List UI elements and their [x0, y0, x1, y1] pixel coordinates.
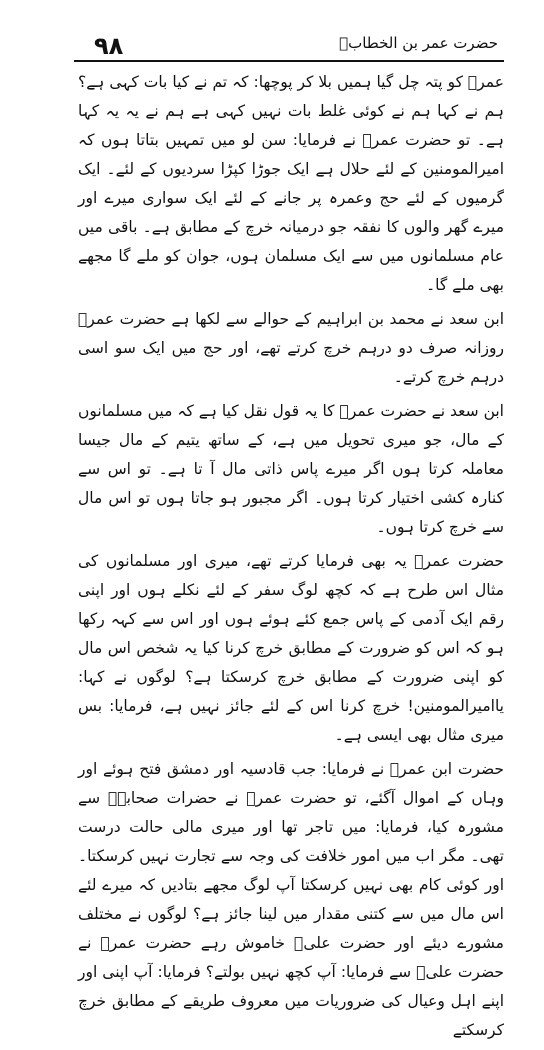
paragraph: ابن سعد نے محمد بن ابراہیم کے حوالے سے لکھا ہے حضرت عمرؓ روزانہ صرف دو درہم خرچ کرتے تھے، اور حج میں ایک سو اسی درہم خرچ کرتے۔ — [78, 310, 504, 386]
paragraph: عمرؓ کو پتہ چل گیا ہمیں بلا کر پوچھا: کہ تم نے کیا بات کہی ہے؟ ہم نے کہا ہم نے کوئی غلط بات نہیں کہی ہے ہم نے یہ یہ کہا ہے۔ تو حضرت عمرؓ نے فرمایا: سن لو میں تمہیں بتاتا ہوں کہ امیرالمومنین کے لئے حلال ہے ایک جوڑا کپڑا سردیوں کے لئے۔ ایک گرمیوں کے لئے حج وعمرہ پر جانے کے لئے ایک سواری میرے اور میرے گھر والوں کا نفقہ جو درمیانہ خرچ کے مطابق ہے۔ باقی میں عام مسلمانوں میں سے ایک مسلمان ہوں، جوان کو ملے گا مجھے بھی ملے گا۔ — [78, 73, 504, 294]
page-number: ۹۸ — [94, 32, 124, 60]
paragraph: ابن سعد نے حضرت عمرؓ کا یہ قول نقل کیا ہے کہ میں مسلمانوں کے مال، جو میری تحویل میں ہے، کے ساتھ یتیم کے مال جیسا معاملہ کرتا ہوں اگر میرے پاس ذاتی مال آ تا ہے۔ تو اس سے کنارہ کشی اختیار کرتا ہوں۔ اگر مجبور ہو جاتا ہوں تو اس مال سے خرچ کرتا ہوں۔ — [78, 402, 504, 536]
body-text — [78, 68, 504, 1050]
paragraph: حضرت عمرؓ یہ بھی فرمایا کرتے تھے، میری اور مسلمانوں کی مثال اس طرح ہے کہ کچھ لوگ سفر کے لئے نکلے ہوں اور اپنی رقم ایک آدمی کے پاس جمع کئے ہوئے ہوں اور اس سے کہہ رکھا ہو کہ اس کو ضرورت کے مطابق خرچ کرنا کیا یہ شخص اس مال کو اپنی ضرورت کے مطابق خرچ کرسکتا ہے؟ لوگوں نے کہا: یاامیرالمومنین! خرچ کرنا اس کے لئے جائز نہیں ہے، فرمایا: بس میری مثال بھی ایسی ہے۔ — [78, 552, 504, 744]
running-title: حضرت عمر بن الخطابؓ — [339, 34, 498, 52]
paragraph: حضرت ابن عمرؓ نے فرمایا: جب قادسیہ اور دمشق فتح ہوئے اور وہاں کے اموال آگئے، تو حضرت عمرؓ نے حضرات صحابہؓ سے مشورہ کیا، فرمایا: میں تاجر تھا اور میری مالی حالت درست تھی۔ مگر اب میں امور خلافت کی وجہ سے تجارت نہیں کرسکتا۔ اور کوئی کام بھی نہیں کرسکتا آپ لوگ مجھے بتادیں کہ میرے لئے اس مال میں سے کتنی مقدار میں لینا جائز ہے؟ لوگوں نے مختلف مشورے دیئے اور حضرت علیؓ خاموش رہے حضرت عمرؓ نے حضرت علیؓ سے فرمایا: آپ کچھ نہیں بولتے؟ فرمایا: آپ اپنی اور اپنے اہل وعیال کی ضروریات میں معروف طریقے کے مطابق خرچ کرسکتے — [78, 760, 504, 1039]
header-rule — [74, 60, 504, 62]
